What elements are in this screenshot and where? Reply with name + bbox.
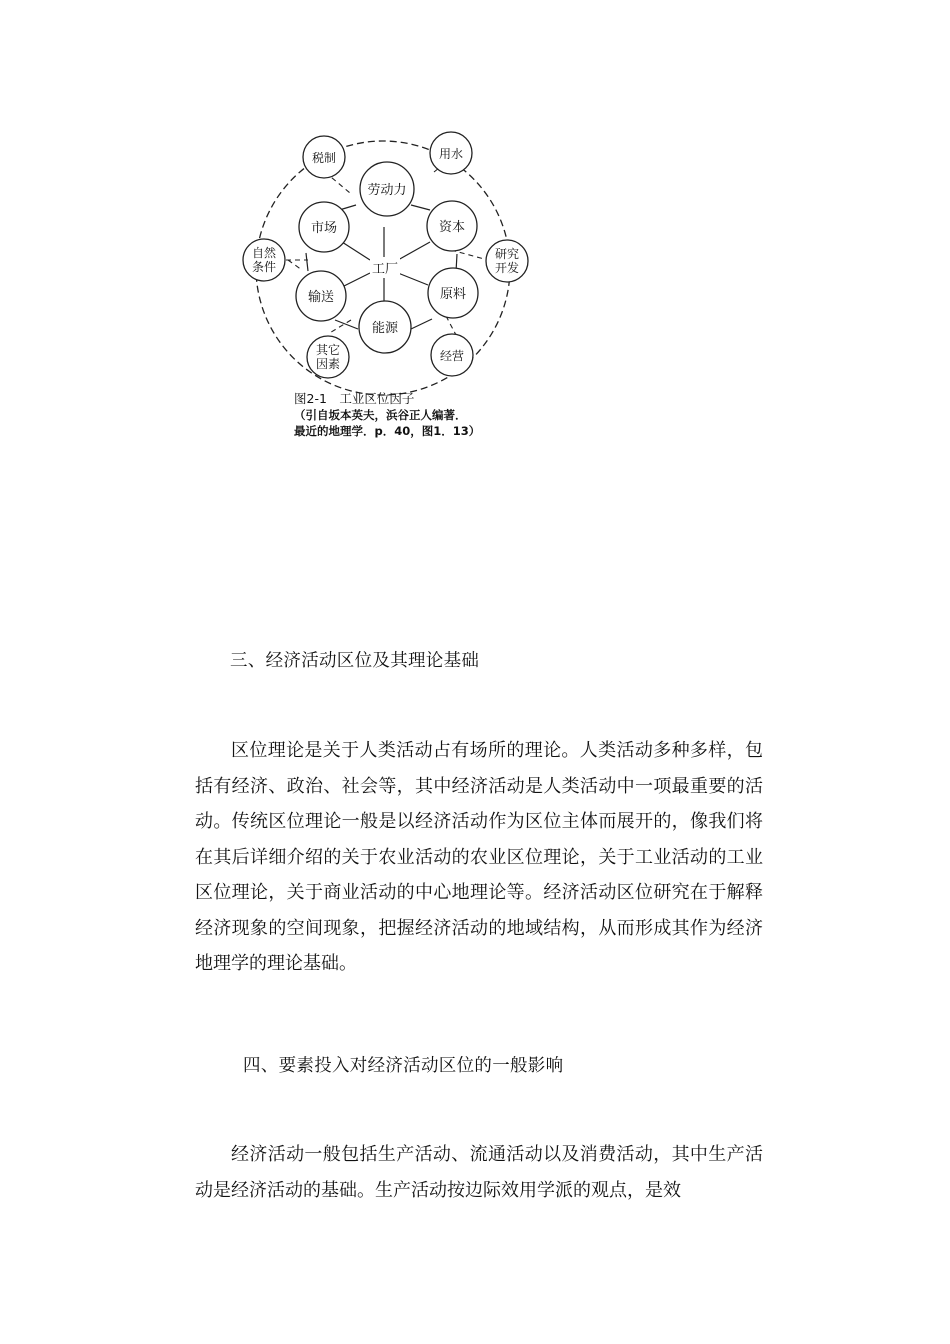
inner-factor-label: 能源 [371,321,399,336]
section-paragraph-3: 区位理论是关于人类活动占有场所的理论。人类活动多种多样，包括有经济、政治、社会等，其中经济活动是人类活动中一项最重要的活动。传统区位理论一般是以经济活动作为区位主体而展开的，像我们将在其后详细介绍的关于农业活动的农业区位理论，关于工业活动的工业区位理论，关于商业活动的中心地理论等。经济活动区位研究在于解释经济现象的空间现象，把握经济活动的地域结构，从而形成其作为经济地理学的理论基础。 [195,740,763,974]
section-paragraph-4: 经济活动一般包括生产活动、流通活动以及消费活动，其中生产活动是经济活动的基础。生产活动按边际效用学派的观点，是效 [195,1144,763,1201]
outer-factor-water [430,132,472,174]
outer-factor-label: 开发 [494,261,520,275]
outer-factor-label: 因素 [315,357,341,371]
outer-factor-label: 经营 [439,349,465,363]
inner-factor-labor [360,162,414,216]
outer-factor-label: 自然 [251,246,277,260]
outer-factor-tax [303,136,345,178]
inner-factor-market [299,202,349,252]
outer-factor-research [486,240,528,282]
outer-factor-label: 条件 [251,260,277,274]
outer-factor-other [307,336,349,378]
inner-factor-label: 资本 [438,220,466,235]
outer-factor-label: 其它 [315,343,341,357]
factor-diagram [230,120,540,450]
inner-factor-capital [427,201,477,251]
figure-caption-title: 图2-1 工业区位因子 [294,391,415,406]
outer-factor-management [431,334,473,376]
outer-factor-label: 税制 [311,151,337,165]
section-heading-3: 三、经济活动区位及其理论基础 [230,651,480,671]
inner-factor-label: 劳动力 [367,183,407,198]
inner-factor-transport [296,271,346,321]
figure-caption-source-2: 最近的地理学．p．40，图1．13） [294,424,481,438]
inner-factor-energy [359,301,411,353]
outer-factor-label: 用水 [438,147,464,161]
inner-factor-label: 输送 [307,290,335,305]
section-heading-4: 四、要素投入对经济活动区位的一般影响 [243,1056,564,1076]
inner-factor-label: 原料 [439,287,467,302]
inner-factor-raw-materials [428,268,478,318]
outer-factor-natural-conditions [243,239,285,281]
figure-caption-source-1: （引自坂本英夫，浜谷正人编著． [294,408,467,422]
factory-label: 工厂 [371,262,399,277]
outer-factor-label: 研究 [494,247,520,261]
inner-factor-label: 市场 [310,221,338,236]
industrial-location-factors-figure [230,120,540,450]
